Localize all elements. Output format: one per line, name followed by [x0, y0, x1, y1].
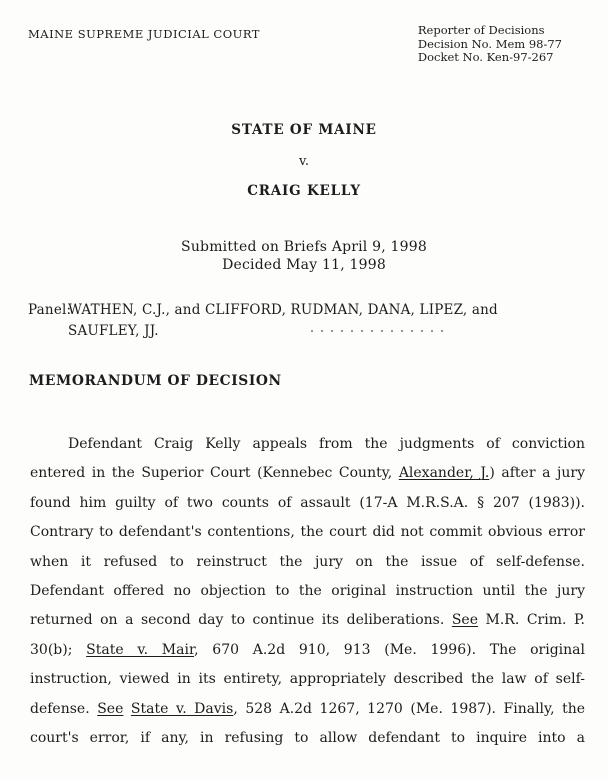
panel-judges-line-2	[68, 321, 580, 342]
body-text-segment: when it refused to reinstruct the jury on the issue of self-defense.	[30, 553, 585, 570]
decision-number: Decision No. Mem 98-77	[417, 36, 562, 51]
body-text-segment: instruction, viewed in its entirety, appropriately described the law of self-	[30, 671, 585, 688]
submitted-date: Submitted on Briefs April 9, 1998	[181, 239, 427, 255]
reporter-block	[418, 24, 562, 65]
body-text-line	[30, 459, 585, 488]
body-text-segment: 30(b);	[30, 641, 87, 658]
body-text-line	[30, 606, 585, 635]
body-text-segment: Contrary to defendant's contentions, the court did not commit obvious error	[30, 524, 585, 541]
panel-block	[28, 300, 580, 341]
panel-label: Panel:	[28, 302, 72, 318]
scan-artifact-dots	[311, 330, 449, 332]
decision-body	[30, 430, 585, 753]
party-defendant: CRAIG KELLY	[247, 183, 361, 199]
reporter-of-decisions-line: Reporter of Decisions	[417, 23, 545, 37]
court-name: MAINE SUPREME JUDICIAL COURT	[28, 27, 260, 41]
body-text-segment: Defendant offered no objection to the original instruction until the jury	[30, 583, 585, 600]
body-text-segment: Defendant Craig Kelly appeals from the judgments of conviction	[68, 436, 585, 452]
body-text-line	[30, 489, 585, 518]
body-text-segment	[123, 701, 131, 717]
body-text-segment: , 528 A.2d 1267, 1270 (Me. 1987). Finally, the	[233, 700, 585, 717]
body-text-line	[30, 636, 585, 665]
body-text-line	[30, 577, 585, 606]
dates-block	[0, 238, 608, 274]
body-text-segment: found him guilty of two counts of assault (17-A M.R.S.A. § 207 (1983)).	[30, 494, 585, 511]
versus-label: v.	[299, 154, 309, 169]
case-citation: See	[97, 700, 124, 717]
panel-judges-line-1: WATHEN, C.J., and CLIFFORD, RUDMAN, DANA, LIPEZ, and	[68, 302, 498, 318]
docket-number: Docket No. Ken-97-267	[417, 50, 554, 64]
case-citation: See	[451, 612, 478, 629]
case-citation: State v. Mair	[86, 641, 195, 658]
decided-date: Decided May 11, 1998	[222, 257, 386, 273]
body-text-line	[30, 695, 585, 724]
case-caption	[0, 122, 608, 199]
body-text-line	[30, 665, 585, 694]
party-plaintiff: STATE OF MAINE	[231, 122, 377, 138]
panel-judges	[68, 300, 580, 341]
body-text-segment: entered in the Superior Court (Kennebec County,	[30, 465, 399, 482]
body-text-line	[30, 724, 585, 753]
memorandum-heading: MEMORANDUM OF DECISION	[29, 373, 282, 389]
body-text-line	[30, 518, 585, 547]
case-citation: Alexander, J.	[398, 465, 490, 482]
body-text-segment: , 670 A.2d 910, 913 (Me. 1996). The original	[194, 641, 586, 658]
body-text-segment: court's error, if any, in refusing to allow defendant to inquire into a	[30, 730, 585, 747]
body-text-segment: M.R. Crim. P.	[477, 612, 585, 629]
body-text-segment: returned on a second day to continue its deliberations.	[30, 612, 452, 629]
case-citation: State v. Davis	[130, 700, 234, 717]
body-text-line	[30, 548, 585, 577]
body-text-segment: defense.	[30, 700, 98, 717]
body-text-line	[30, 430, 585, 459]
page-header	[28, 24, 562, 65]
body-text-segment: ) after a jury	[489, 465, 586, 482]
panel-judges-line-2-text: SAUFLEY, JJ.	[68, 322, 159, 339]
